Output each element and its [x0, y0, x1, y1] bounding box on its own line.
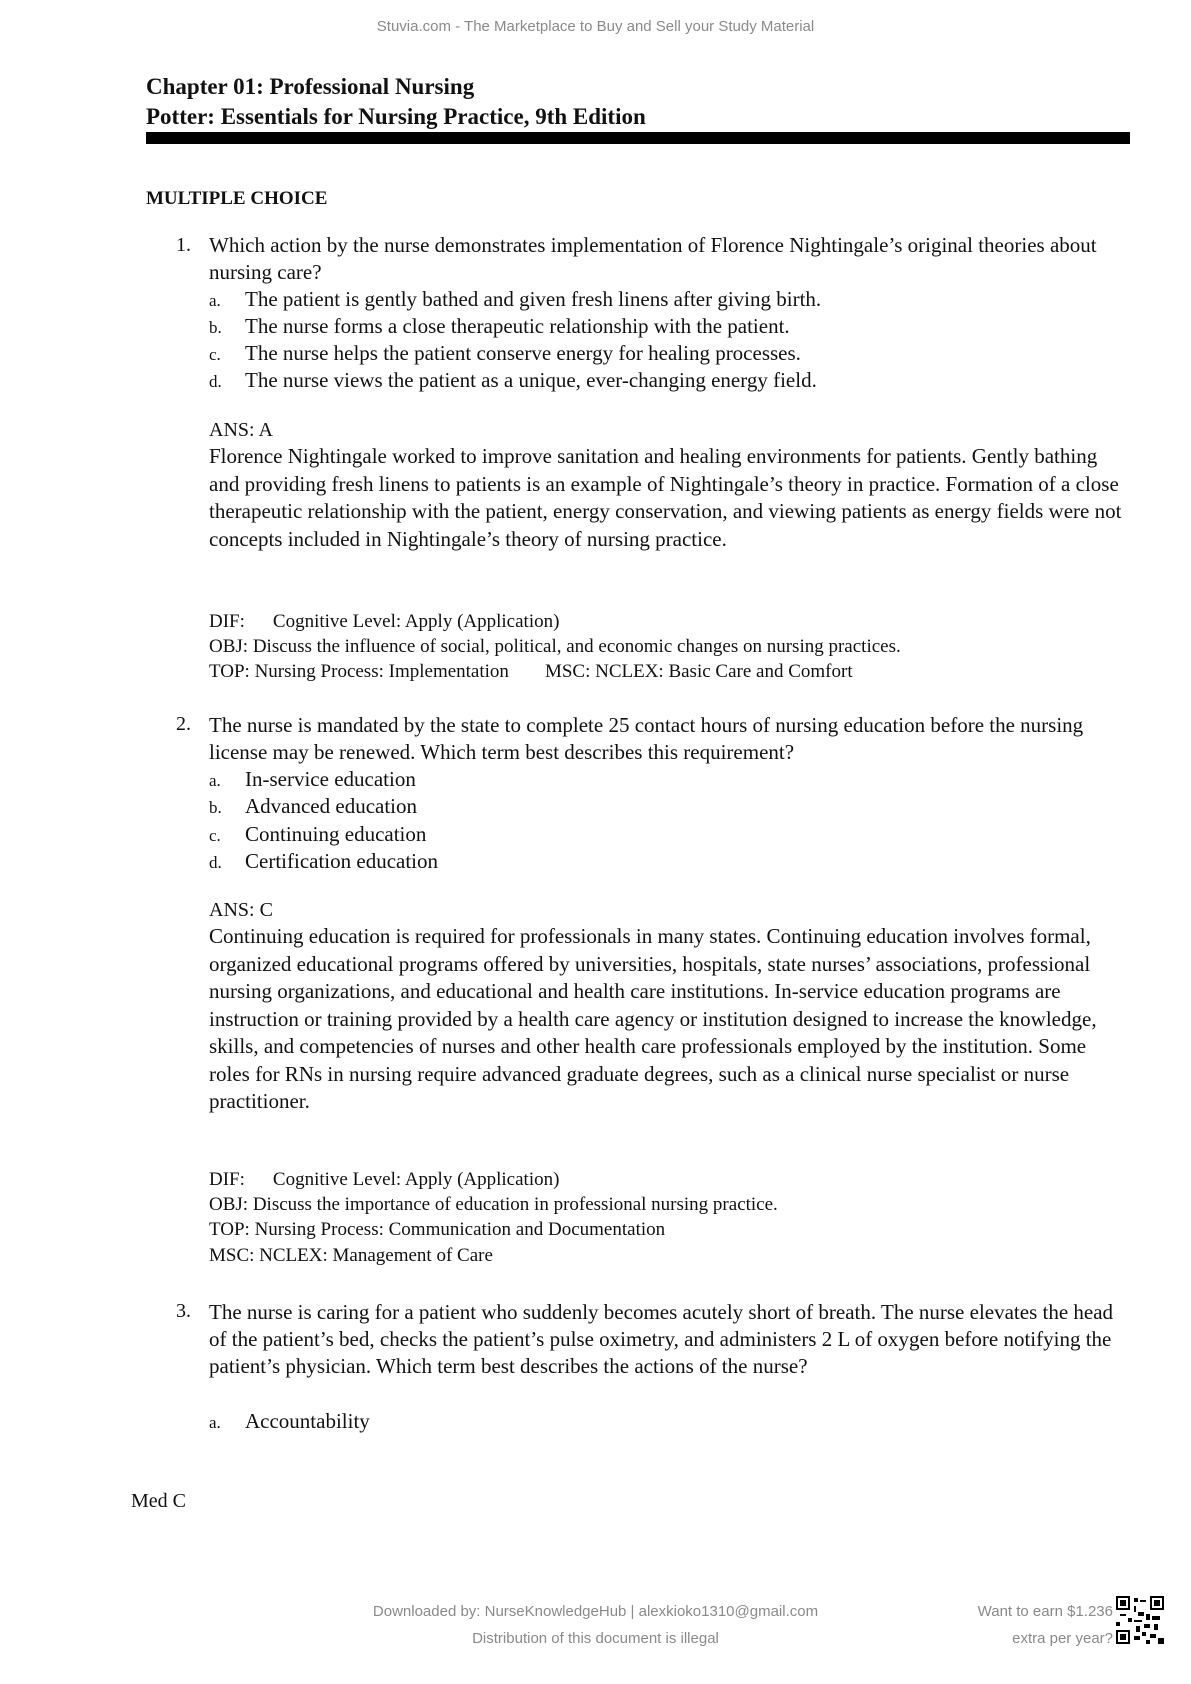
msc-line: MSC: NCLEX: Management of Care — [209, 1245, 493, 1266]
option-letter: a. — [209, 771, 221, 790]
answer-option — [209, 340, 801, 368]
option-letter: d. — [209, 372, 222, 391]
answer-key: ANS: A — [209, 419, 273, 441]
topic-line: TOP: Nursing Process: Communication and Documentation — [209, 1219, 666, 1240]
option-text: In-service education — [245, 767, 416, 791]
question-number: 1. — [176, 234, 191, 256]
objective-line: OBJ: Discuss the influence of social, political, and economic changes on nursing practices. — [209, 636, 901, 657]
difficulty-line — [209, 1167, 559, 1193]
question-number: 2. — [176, 713, 191, 735]
distribution-notice: Distribution of this document is illegal — [472, 1630, 719, 1647]
section-heading: MULTIPLE CHOICE — [146, 188, 328, 209]
option-text: Certification education — [245, 849, 439, 873]
question-stem: The nurse is mandated by the state to complete 25 contact hours of nursing education before the nursing license may be renewed. Which term best describes this requirement? — [209, 713, 1084, 764]
answer-option — [209, 793, 417, 821]
answer-option — [209, 1408, 370, 1436]
answer-option — [209, 313, 790, 341]
option-text: The nurse views the patient as a unique, ever-changing energy field. — [245, 368, 817, 392]
topic-msc-line — [209, 659, 853, 685]
book-title: Potter: Essentials for Nursing Practice, 9th Edition — [146, 104, 646, 129]
option-letter: c. — [209, 826, 221, 845]
footer-note: Med C — [131, 1490, 186, 1512]
dif-value: Cognitive Level: Apply (Application) — [272, 1169, 560, 1190]
option-letter: c. — [209, 345, 221, 364]
dif-label: DIF: — [209, 1169, 245, 1190]
chapter-title: Chapter 01: Professional Nursing — [146, 74, 475, 99]
answer-option — [209, 821, 426, 849]
option-text: Continuing education — [245, 822, 427, 846]
dif-value: Cognitive Level: Apply (Application) — [272, 611, 560, 632]
answer-key: ANS: C — [209, 899, 273, 921]
rationale: Continuing education is required for professionals in many states. Continuing education involves formal, organized educational programs offered by universities, hospitals, state nurses’ associations, professional nursing organizations, and educational and health care institutions. In-service education programs are instruction or training provided by a health care agency or institution designed to increase the knowledge, skills, and competencies of nurses and other health care professionals employed by the institution. Some roles for RNs in nursing require advanced graduate degrees, such as a clinical nurse specialist or nurse practitioner. — [209, 924, 1097, 1113]
answer-option — [209, 286, 821, 314]
option-text: Advanced education — [245, 794, 418, 818]
option-text: The nurse helps the patient conserve energy for healing processes. — [245, 341, 801, 365]
difficulty-line — [209, 609, 559, 635]
answer-option — [209, 766, 416, 794]
topic: TOP: Nursing Process: Implementation — [209, 661, 509, 682]
document-header — [146, 72, 646, 132]
msc: MSC: NCLEX: Basic Care and Comfort — [544, 661, 853, 682]
answer-option — [209, 848, 438, 876]
dif-label: DIF: — [209, 611, 245, 632]
option-letter: d. — [209, 853, 222, 872]
option-text: Accountability — [245, 1409, 370, 1433]
rationale: Florence Nightingale worked to improve sanitation and healing environments for patients. Gently bathing and providing fresh linens to patients is an example of Nightingale’s theory in practice. Formation of a close therapeutic relationship with the patient, energy conservation, and viewing patients as energy fields were not concepts included in Nightingale’s theory of nursing practice. — [209, 444, 1122, 551]
promo-line-1: Want to earn $1.236 — [977, 1603, 1113, 1620]
option-letter: a. — [209, 1413, 221, 1432]
question-stem: The nurse is caring for a patient who suddenly becomes acutely short of breath. The nurse elevates the head of the patient’s bed, checks the patient’s pulse oximetry, and administers 2 L of oxygen before notifying the patient’s physician. Which term best describes the actions of the nurse? — [209, 1300, 1114, 1378]
option-text: The patient is gently bathed and given fresh linens after giving birth. — [245, 287, 822, 311]
promo-line-2: extra per year? — [1012, 1630, 1113, 1647]
qr-code-icon[interactable] — [1116, 1596, 1164, 1644]
option-text: The nurse forms a close therapeutic relationship with the patient. — [245, 314, 790, 338]
earn-promo-link[interactable] — [978, 1598, 1113, 1652]
option-letter: a. — [209, 291, 221, 310]
question-number: 3. — [176, 1300, 191, 1322]
option-letter: b. — [209, 798, 222, 817]
downloaded-by: Downloaded by: NurseKnowledgeHub | alexkioko1310@gmail.com — [372, 1603, 819, 1620]
objective-line: OBJ: Discuss the importance of education in professional nursing practice. — [209, 1194, 778, 1215]
question-stem: Which action by the nurse demonstrates implementation of Florence Nightingale’s original theories about nursing care? — [209, 233, 1097, 284]
answer-option — [209, 367, 817, 395]
option-letter: b. — [209, 318, 222, 337]
header-rule — [146, 132, 1130, 144]
site-banner[interactable]: Stuvia.com - The Marketplace to Buy and Sell your Study Material — [376, 18, 815, 35]
